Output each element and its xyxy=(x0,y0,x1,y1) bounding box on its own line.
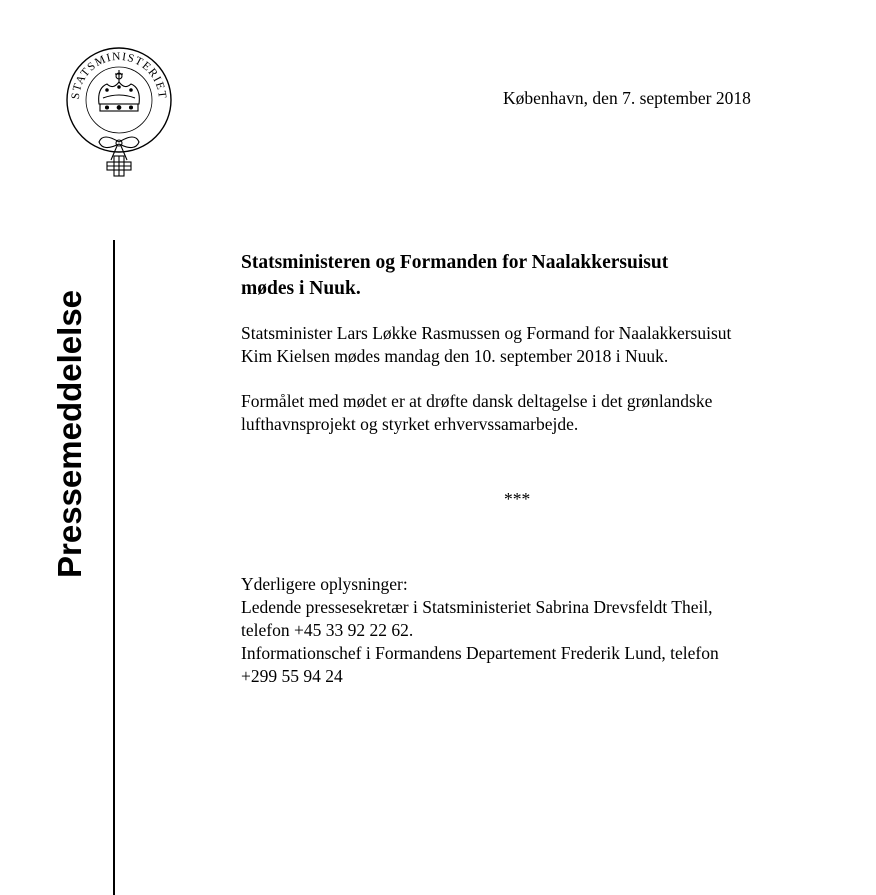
contact-line: Ledende pressesekretær i Statsministeriet Sabrina Drevsfeldt Theil, xyxy=(241,597,713,617)
vertical-divider xyxy=(113,240,115,895)
crown-icon xyxy=(99,70,140,111)
paragraph-meeting xyxy=(241,322,831,368)
order-cross-icon xyxy=(107,156,131,176)
paragraph-line: Kim Kielsen mødes mandag den 10. september 2018 i Nuuk. xyxy=(241,346,669,366)
headline xyxy=(241,250,831,302)
dateline: København, den 7. september 2018 xyxy=(503,88,751,108)
seal-ring-text: STATSMINISTERIET xyxy=(69,50,169,100)
paragraph-line: Formålet med mødet er at drøfte dansk deltagelse i det grønlandske xyxy=(241,391,713,411)
contact-heading: Yderligere oplysninger: xyxy=(241,574,408,594)
section-separator: *** xyxy=(504,489,531,509)
press-release-body xyxy=(241,250,831,688)
contact-line: Informationschef i Formandens Departement Frederik Lund, telefon xyxy=(241,643,719,663)
paragraph-purpose xyxy=(241,390,831,436)
paragraph-line: lufthavnsprojekt og styrket erhvervssamarbejde. xyxy=(241,414,579,434)
contact-line: telefon +45 33 92 22 62. xyxy=(241,620,414,640)
headline-line: Statsministeren og Formanden for Naalakkersuisut xyxy=(241,252,669,273)
headline-line: mødes i Nuuk. xyxy=(241,278,361,299)
statsministeriet-seal xyxy=(63,38,175,180)
contact-information xyxy=(241,573,831,688)
paragraph-line: Statsminister Lars Løkke Rasmussen og Formand for Naalakkersuisut xyxy=(241,323,732,343)
contact-line: +299 55 94 24 xyxy=(241,666,343,686)
document-type-label: Pressemeddelelse xyxy=(51,289,88,578)
